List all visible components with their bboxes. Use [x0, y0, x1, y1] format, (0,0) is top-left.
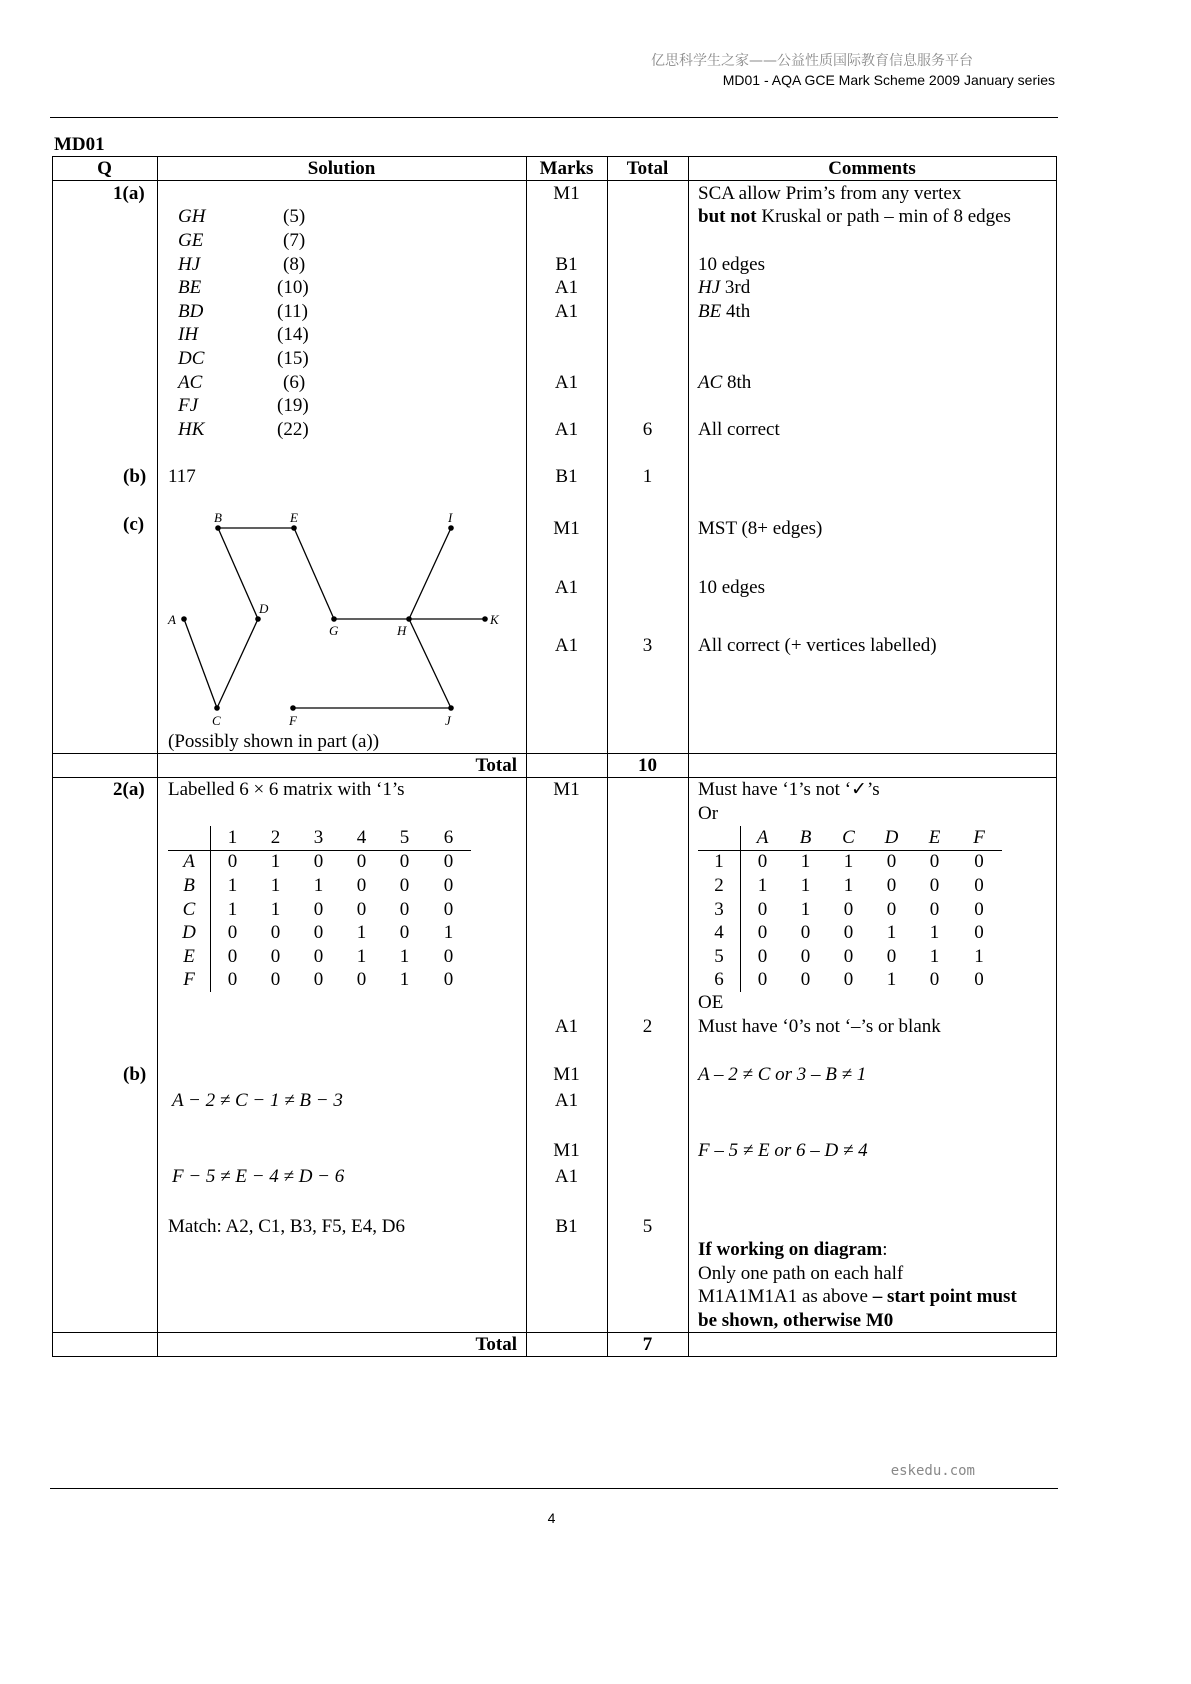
- minimum-spanning-tree-diagram: [160, 505, 520, 735]
- matrix-row-label: 3: [698, 898, 741, 922]
- matrix-cell: 1: [356, 945, 367, 967]
- matrix-cell: 1: [270, 874, 281, 896]
- comment: If working on diagram:: [698, 1239, 888, 1260]
- vertex-label: D: [259, 601, 269, 616]
- mark: A1: [554, 1016, 579, 1037]
- vertex-label: G: [329, 623, 339, 638]
- matrix-cell: 0: [399, 874, 410, 896]
- matrix-cell: 1: [800, 898, 811, 920]
- header-rule: [50, 117, 1058, 118]
- matrix-cell: 1: [843, 874, 854, 896]
- edge-weight: (22): [277, 419, 309, 440]
- matrix-cell: 0: [270, 922, 281, 944]
- q1a-label: 1(a): [113, 183, 145, 204]
- part-total: 2: [642, 1016, 653, 1037]
- matrix-cell: 0: [313, 945, 324, 967]
- alternating-path-2: F − 5 ≠ E − 4 ≠ D − 6: [172, 1166, 345, 1187]
- vertex-j: [448, 705, 454, 711]
- matrix-row: [168, 898, 471, 922]
- matrix-col-header: 1: [211, 826, 255, 850]
- matrix-cell: 0: [443, 874, 454, 896]
- matrix-col-header: F: [956, 826, 1002, 850]
- matrix-cell: 0: [929, 969, 940, 991]
- comment: Or: [698, 803, 719, 824]
- comment: OE: [698, 992, 724, 1013]
- matrix-row-label: 6: [698, 969, 741, 993]
- matrix-cell: 1: [227, 874, 238, 896]
- matrix-row-label: 2: [698, 874, 741, 898]
- edge-name: GH: [178, 206, 206, 227]
- matrix-cell: 1: [757, 874, 768, 896]
- matrix-cell: 0: [800, 969, 811, 991]
- edge-bd: [218, 528, 258, 619]
- matrix-row: [168, 874, 471, 898]
- vertex-h: [406, 616, 412, 622]
- edge-ih: [409, 528, 451, 619]
- matrix-cell: 0: [356, 969, 367, 991]
- q1b-label: (b): [123, 466, 147, 487]
- vertex-label: B: [214, 510, 222, 525]
- edge-weight: (5): [283, 206, 306, 227]
- matrix-cell: 0: [843, 945, 854, 967]
- matrix-cell: 0: [757, 945, 768, 967]
- edge-ge: [294, 528, 334, 619]
- mark: A1: [554, 301, 579, 322]
- matrix-col-header: 3: [297, 826, 340, 850]
- comment: BE 4th: [698, 301, 751, 322]
- edge-weight: (8): [283, 254, 306, 275]
- edge-name: GE: [178, 230, 204, 251]
- comment: Only one path on each half: [698, 1263, 904, 1284]
- comment: M1A1M1A1 as above – start point must: [698, 1286, 1017, 1307]
- matrix-cell: 0: [757, 851, 768, 873]
- mark: A1: [554, 1090, 579, 1111]
- mark: B1: [555, 254, 578, 275]
- mark: M1: [553, 779, 580, 800]
- matrix-cell: 1: [843, 851, 854, 873]
- comment: F – 5 ≠ E or 6 – D ≠ 4: [698, 1140, 868, 1161]
- matrix-col-header: 6: [426, 826, 471, 850]
- edge-weight: (6): [283, 372, 306, 393]
- part-total: 6: [642, 419, 653, 440]
- mark: M1: [553, 518, 580, 539]
- q1-total-value: 10: [638, 755, 657, 776]
- matrix-cell: 0: [313, 851, 324, 873]
- matrix-cell: 0: [313, 898, 324, 920]
- matrix-cell: 0: [800, 945, 811, 967]
- matrix-cell: 0: [974, 898, 984, 920]
- matrix-col-header: D: [870, 826, 913, 850]
- edge-name: FJ: [178, 395, 199, 416]
- vertex-label: I: [448, 510, 453, 525]
- edge-hj: [409, 619, 451, 708]
- mark: M1: [553, 1140, 580, 1161]
- matrix-row-label: A: [168, 850, 211, 874]
- matrix-cell: 0: [313, 969, 324, 991]
- matrix-cell: 0: [929, 898, 940, 920]
- matrix-cell: 0: [757, 898, 768, 920]
- matrix-cell: 0: [800, 922, 811, 944]
- matrix-cell: 1: [886, 969, 897, 991]
- matrix-row-label: B: [168, 874, 211, 898]
- vertex-i: [448, 525, 454, 531]
- matrix-cell: 0: [443, 969, 454, 991]
- matrix-cell: 1: [974, 945, 984, 967]
- alternating-path-1: A − 2 ≠ C − 1 ≠ B − 3: [172, 1090, 343, 1111]
- matrix-cell: 0: [399, 851, 410, 873]
- adjacency-matrix-2: [698, 826, 1002, 992]
- edge-weight: (7): [283, 230, 306, 251]
- q1c-label: (c): [123, 514, 145, 535]
- matrix-cell: 0: [270, 969, 281, 991]
- matrix-row: [168, 921, 471, 945]
- edge-weight: (19): [277, 395, 309, 416]
- part-total: 3: [642, 635, 653, 656]
- comment: Must have ‘0’s not ‘–’s or blank: [698, 1016, 941, 1037]
- vertex-g: [331, 616, 337, 622]
- matrix-cell: 0: [356, 851, 367, 873]
- q1b-solution: 117: [168, 466, 196, 487]
- matrix-cell: 0: [974, 922, 984, 944]
- matrix-cell: 0: [443, 851, 454, 873]
- footer-rule: [50, 1488, 1058, 1489]
- matrix-cell: 0: [227, 851, 238, 873]
- matrix-row: [698, 945, 1002, 969]
- mark: A1: [554, 1166, 579, 1187]
- matrix-cell: 0: [356, 874, 367, 896]
- edge-weight: (15): [277, 348, 309, 369]
- col-header-solution: Solution: [307, 158, 376, 179]
- comment: 10 edges: [698, 577, 766, 598]
- col-header-total: Total: [626, 158, 669, 179]
- page-number: 4: [547, 1510, 556, 1526]
- vertex-label: C: [212, 713, 221, 728]
- q2-total-label: Total: [475, 1334, 517, 1355]
- matrix-cell: 0: [843, 969, 854, 991]
- matrix-col-header: 5: [383, 826, 426, 850]
- comment: AC 8th: [698, 372, 752, 393]
- watermark-header-cn: 亿思科学生之家——公益性质国际教育信息服务平台: [651, 53, 973, 69]
- matrix-cell: 0: [356, 898, 367, 920]
- vertex-f: [290, 705, 296, 711]
- matrix-cell: 0: [974, 969, 984, 991]
- edge-name: DC: [178, 348, 205, 369]
- vertex-e: [291, 525, 297, 531]
- comment: Must have ‘1’s not ‘✓’s: [698, 779, 880, 800]
- edge-dc: [217, 619, 258, 708]
- part-total: 5: [642, 1216, 653, 1237]
- comment: All correct: [698, 419, 780, 440]
- matrix-cell: 0: [443, 945, 454, 967]
- matrix-cell: 0: [227, 969, 238, 991]
- matrix-cell: 1: [800, 851, 811, 873]
- matrix-row: [168, 969, 471, 993]
- comment: HJ 3rd: [698, 277, 751, 298]
- q1-total-label: Total: [475, 755, 517, 776]
- footer-website: eskedu.com: [890, 1463, 975, 1479]
- matrix-row: [168, 945, 471, 969]
- matrix-cell: 0: [757, 969, 768, 991]
- matrix-row: [698, 898, 1002, 922]
- matrix-row-label: F: [168, 969, 211, 993]
- matrix-row-label: D: [168, 921, 211, 945]
- mark: B1: [555, 1216, 578, 1237]
- matrix-cell: 1: [270, 898, 281, 920]
- matrix-col-header: A: [741, 826, 785, 850]
- mark: A1: [554, 372, 579, 393]
- matrix-cell: 1: [227, 898, 238, 920]
- matrix-cell: 1: [399, 945, 410, 967]
- vertex-label: H: [397, 623, 407, 638]
- matrix-row: [698, 921, 1002, 945]
- section-title: MD01: [54, 134, 105, 155]
- q2b-match: Match: A2, C1, B3, F5, E4, D6: [168, 1216, 405, 1237]
- edge-name: HK: [178, 419, 205, 440]
- mark: A1: [554, 419, 579, 440]
- vertex-b: [215, 525, 221, 531]
- vertex-label: K: [490, 612, 499, 627]
- matrix-cell: 0: [886, 898, 897, 920]
- edge-weight: (10): [277, 277, 309, 298]
- comment: but not Kruskal or path – min of 8 edges: [698, 206, 1011, 227]
- matrix-row: [698, 850, 1002, 874]
- mark: M1: [553, 1064, 580, 1085]
- matrix-col-header: 4: [340, 826, 383, 850]
- matrix-cell: 0: [270, 945, 281, 967]
- comment: MST (8+ edges): [698, 518, 823, 539]
- matrix-cell: 1: [313, 874, 324, 896]
- vertex-label: F: [289, 713, 297, 728]
- matrix-row: [698, 874, 1002, 898]
- matrix-cell: 0: [886, 874, 897, 896]
- comment: be shown, otherwise M0: [698, 1310, 894, 1331]
- edge-name: AC: [178, 372, 203, 393]
- matrix-row-label: E: [168, 945, 211, 969]
- comment: All correct (+ vertices labelled): [698, 635, 937, 656]
- matrix-cell: 1: [886, 922, 897, 944]
- matrix-cell: 0: [443, 898, 454, 920]
- matrix-cell: 1: [399, 969, 410, 991]
- matrix-row-label: 4: [698, 921, 741, 945]
- q2a-solution: Labelled 6 × 6 matrix with ‘1’s: [168, 779, 405, 800]
- edge-name: BD: [178, 301, 204, 322]
- matrix-cell: 0: [974, 851, 984, 873]
- matrix-col-header: E: [913, 826, 956, 850]
- matrix-cell: 1: [929, 922, 940, 944]
- matrix-row-label: 1: [698, 850, 741, 874]
- matrix-cell: 1: [929, 945, 940, 967]
- q2a-label: 2(a): [113, 779, 145, 800]
- q1c-note: (Possibly shown in part (a)): [168, 731, 380, 752]
- matrix-col-header: 2: [254, 826, 297, 850]
- matrix-cell: 0: [843, 898, 854, 920]
- q2-total-value: 7: [642, 1334, 653, 1355]
- comment: SCA allow Prim’s from any vertex: [698, 183, 962, 204]
- matrix-cell: 0: [886, 945, 897, 967]
- matrix-cell: 0: [227, 922, 238, 944]
- matrix-cell: 0: [757, 922, 768, 944]
- mark: M1: [553, 183, 580, 204]
- matrix-cell: 1: [356, 922, 367, 944]
- edge-name: HJ: [178, 254, 201, 275]
- q2b-label: (b): [123, 1064, 147, 1085]
- matrix-cell: 1: [270, 851, 281, 873]
- adjacency-matrix-1: [168, 826, 471, 992]
- tree-vertices: [181, 525, 488, 711]
- matrix-row: [698, 969, 1002, 993]
- matrix-cell: 0: [313, 922, 324, 944]
- page-header-title: MD01 - AQA GCE Mark Scheme 2009 January series: [722, 72, 1055, 88]
- matrix-cell: 1: [443, 922, 454, 944]
- matrix-row: [168, 850, 471, 874]
- comment: 10 edges: [698, 254, 766, 275]
- matrix-cell: 0: [929, 874, 940, 896]
- edge-ac: [184, 619, 217, 708]
- col-header-comments: Comments: [828, 158, 916, 179]
- comment: A – 2 ≠ C or 3 – B ≠ 1: [698, 1064, 867, 1085]
- vertex-label: A: [168, 612, 176, 627]
- edge-name: IH: [178, 324, 199, 345]
- matrix-cell: 0: [886, 851, 897, 873]
- col-header-q: Q: [97, 158, 112, 179]
- vertex-d: [255, 616, 261, 622]
- part-total: 1: [642, 466, 653, 487]
- vertex-label: J: [445, 713, 451, 728]
- mark: A1: [554, 277, 579, 298]
- matrix-cell: 0: [843, 922, 854, 944]
- mark: A1: [554, 577, 579, 598]
- matrix-cell: 0: [227, 945, 238, 967]
- matrix-row-label: C: [168, 898, 211, 922]
- edge-name: BE: [178, 277, 202, 298]
- matrix-cell: 0: [929, 851, 940, 873]
- vertex-k: [482, 616, 488, 622]
- mark: B1: [555, 466, 578, 487]
- matrix-col-header: C: [827, 826, 870, 850]
- matrix-cell: 0: [399, 922, 410, 944]
- edge-weight: (11): [277, 301, 308, 322]
- vertex-c: [214, 705, 220, 711]
- matrix-cell: 0: [399, 898, 410, 920]
- matrix-row-label: 5: [698, 945, 741, 969]
- vertex-a: [181, 616, 187, 622]
- matrix-col-header: B: [784, 826, 827, 850]
- col-header-marks: Marks: [539, 158, 594, 179]
- edge-weight: (14): [277, 324, 309, 345]
- matrix-cell: 0: [974, 874, 984, 896]
- mark: A1: [554, 635, 579, 656]
- matrix-cell: 1: [800, 874, 811, 896]
- vertex-label: E: [290, 510, 298, 525]
